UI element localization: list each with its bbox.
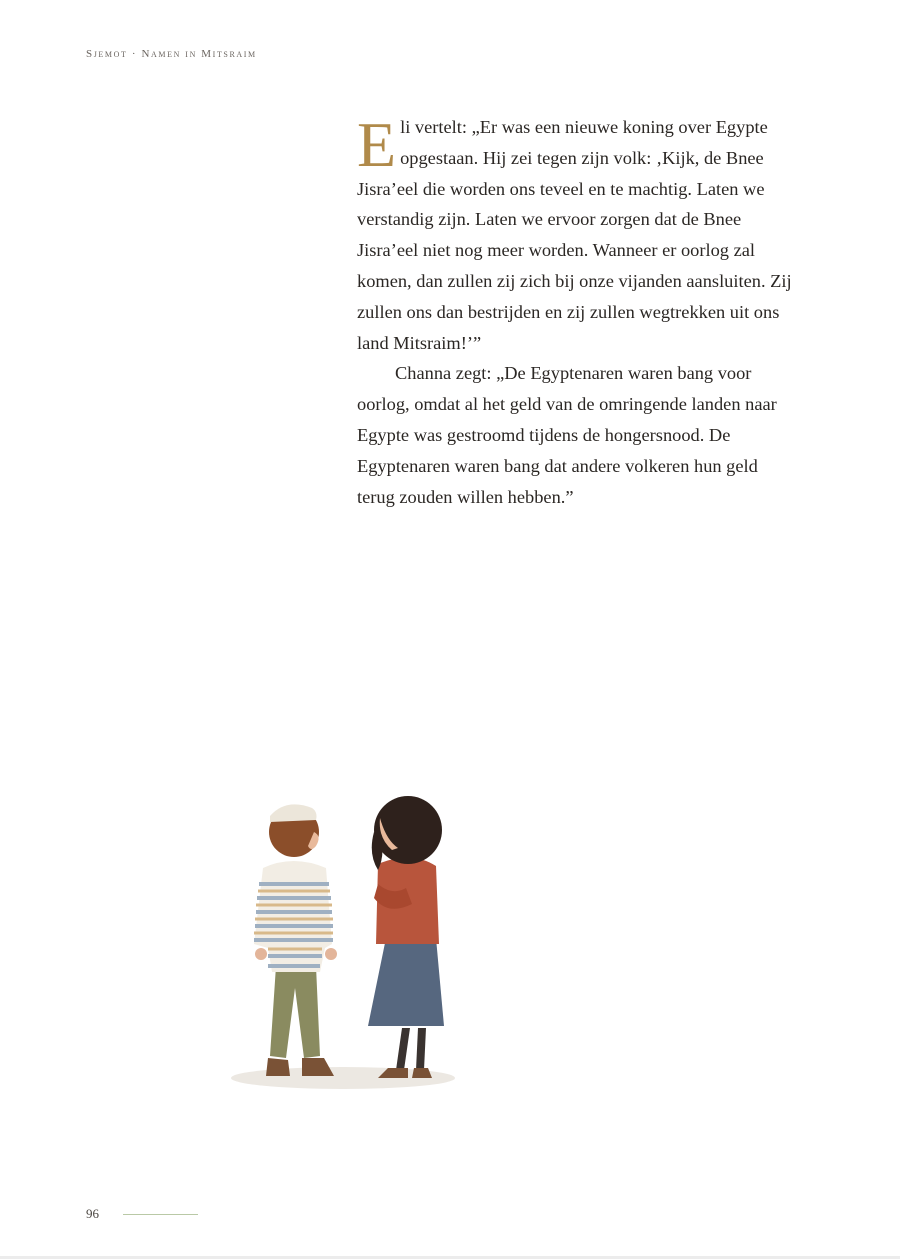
drop-cap: E: [357, 109, 397, 180]
paragraph-channa: Channa zegt: „De Egyptenaren waren bang voor oorlog, omdat al het geld van de omringende landen naar Egypte was gestroomd tijdens de hongersnood. De Egyptenaren waren bang dat andere volkeren hun geld terug zouden willen hebben.”: [357, 363, 777, 507]
girl-figure: [368, 796, 444, 1078]
boy-figure: [254, 804, 337, 1076]
body-text: [357, 109, 797, 512]
children-illustration: [228, 788, 468, 1098]
paragraph-eli: [357, 109, 797, 358]
page-number: 96: [86, 1206, 99, 1221]
paragraph-eli-text: li vertelt: „Er was een nieuwe koning over Egypte opgestaan. Hij zei tegen zijn volk: ‚Kijk, de Bnee Jisra’eel die worden ons teveel en te machtig. Laten we verstandig zijn. Laten we ervoor zorgen dat de Bnee Jisra’eel niet nog meer worden. Wanneer er oorlog zal komen, dan zullen zij zich bij onze vijanden aansluiten. Zij zullen ons dan bestrijden en zij zullen wegtrekken uit ons land Mitsraim!’”: [357, 117, 792, 353]
footer-rule: [123, 1214, 198, 1215]
running-head: Sjemot · Namen in Mitsraim: [86, 48, 257, 60]
